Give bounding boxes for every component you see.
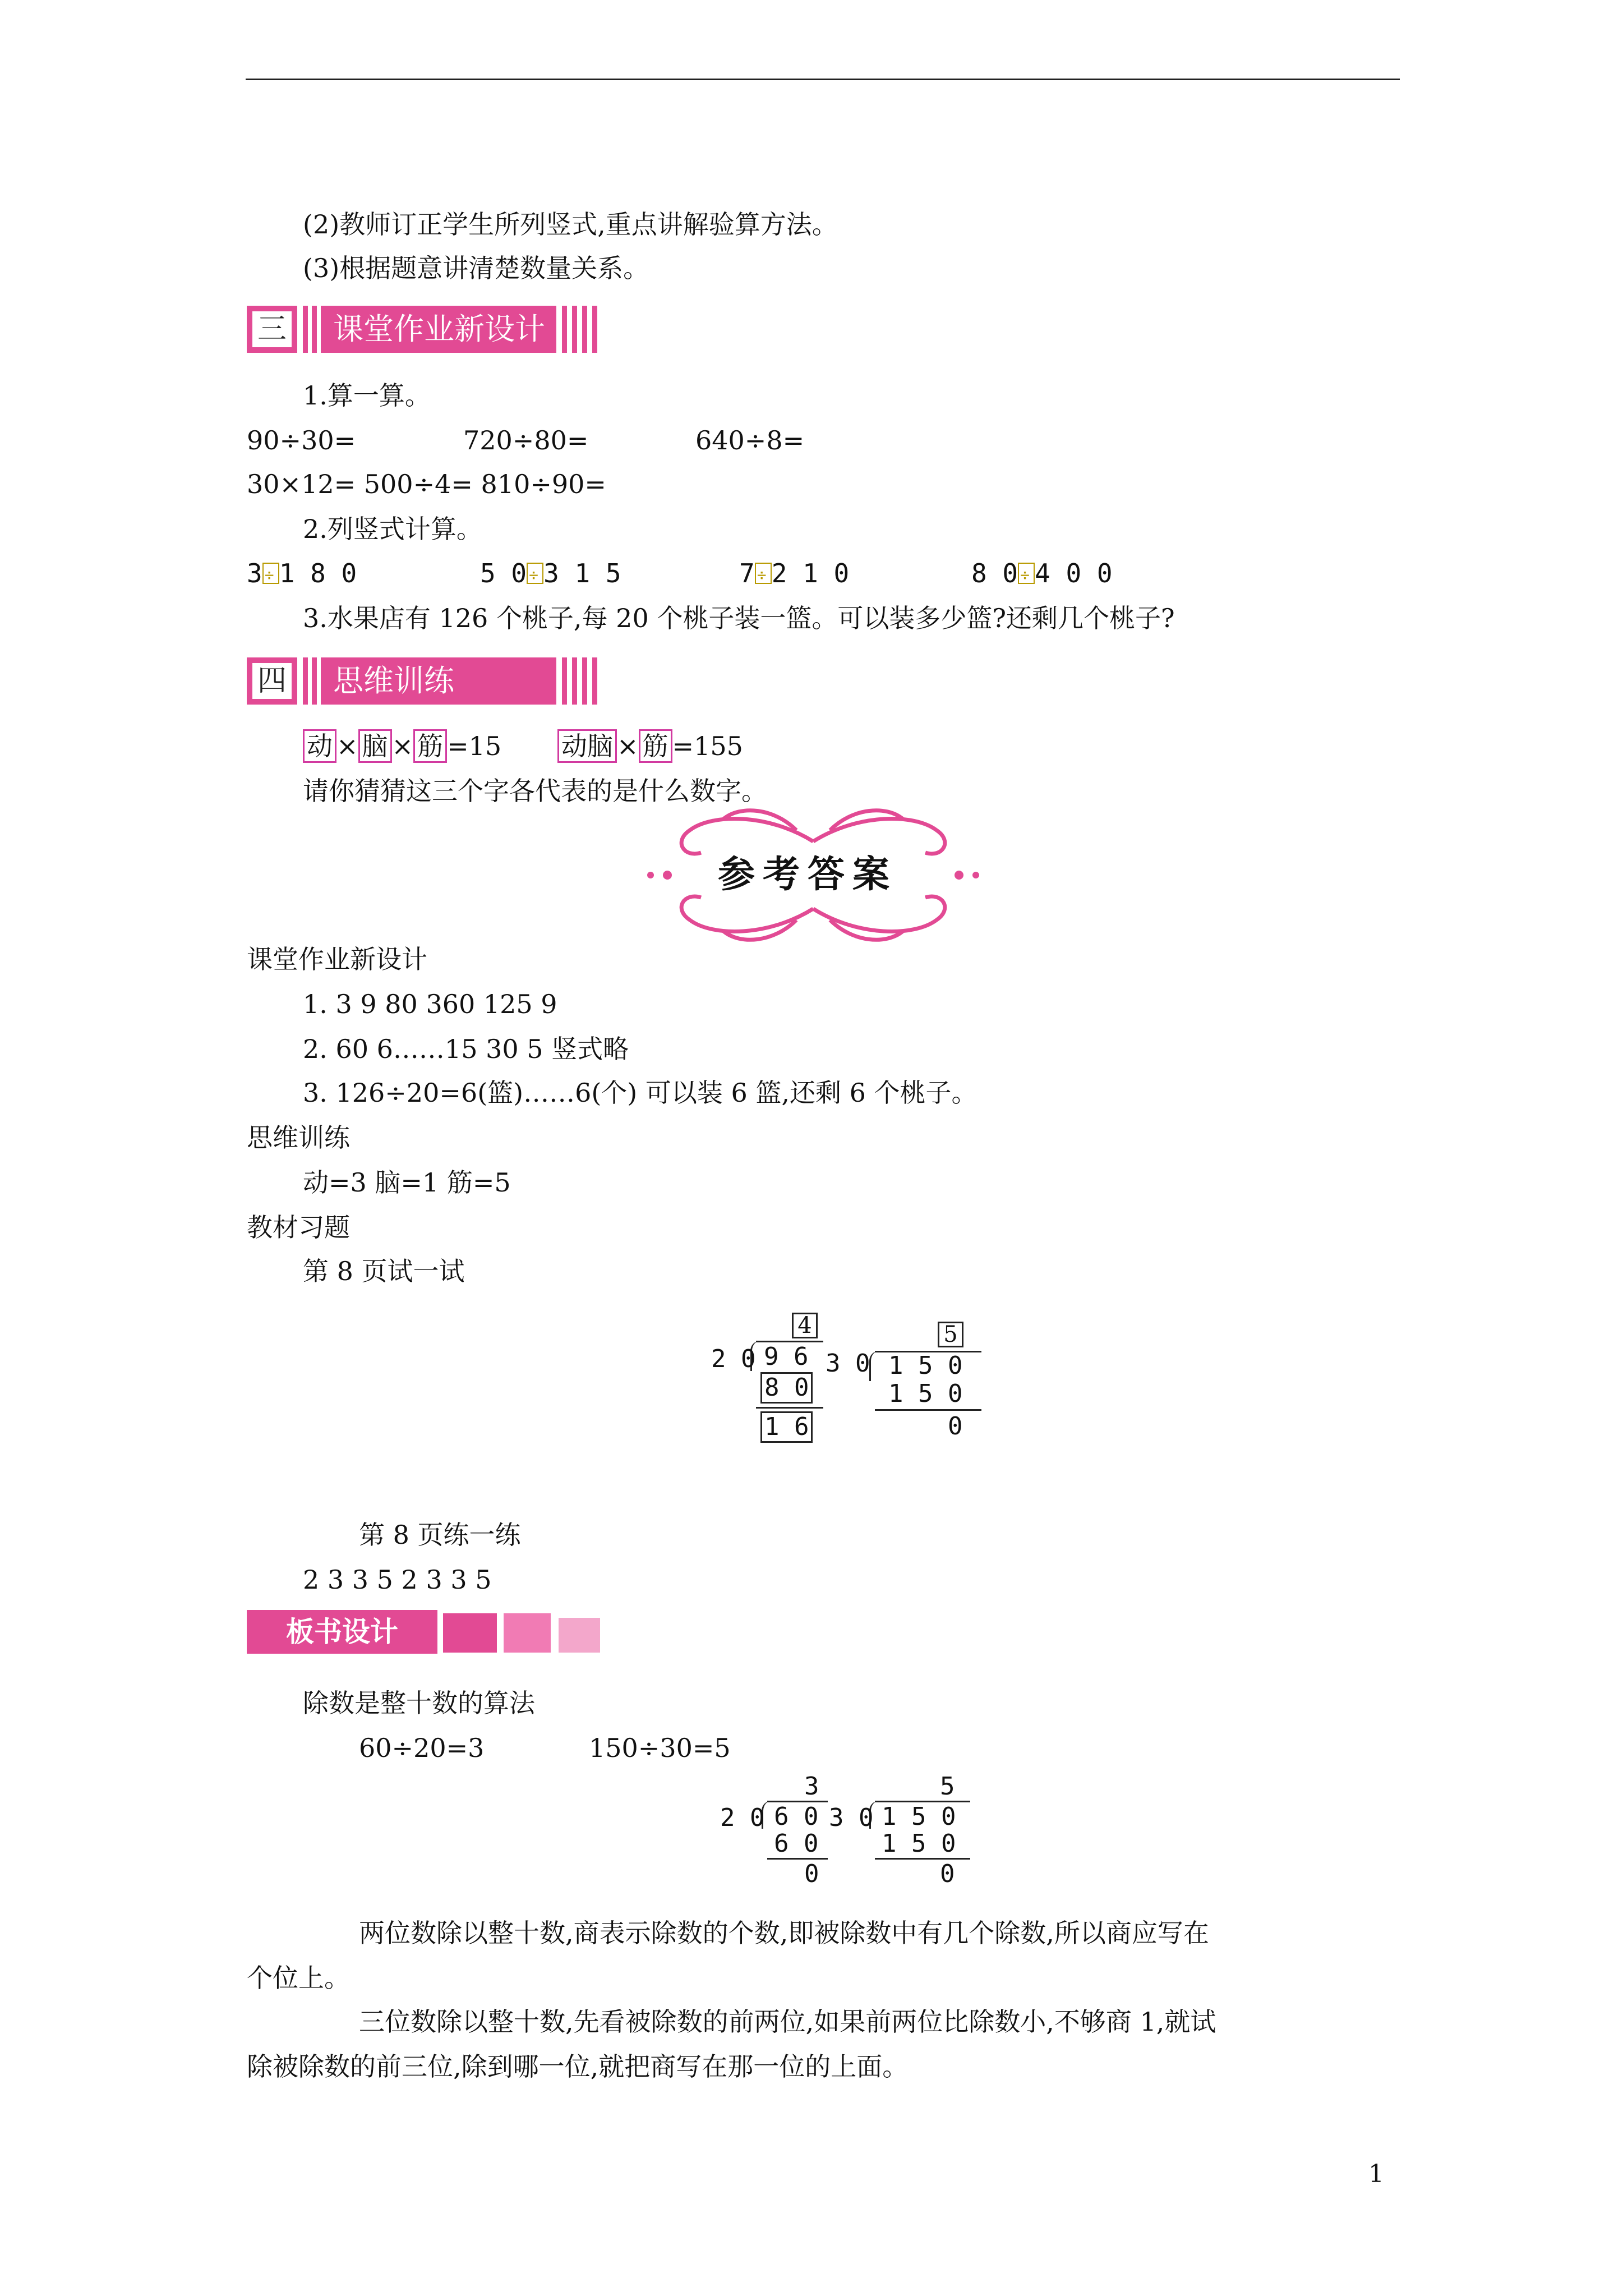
q2-problem-2: 5 0÷ 3 1 5 <box>480 556 621 590</box>
answer-1: 1. 3 9 80 360 125 9 <box>303 989 557 1019</box>
q3-text: 3.水果店有 126 个桃子,每 20 个桃子装一篮。可以装多少篮?还剩几个桃子? <box>303 603 1175 633</box>
section-title: 思维训练 <box>333 663 454 698</box>
q2-problem-1: 3÷ 1 8 0 <box>247 556 357 590</box>
q1-row-2: 30×12= 500÷4= 810÷90= <box>247 469 606 499</box>
section-banner-homework <box>247 306 617 353</box>
decor-square-1 <box>443 1613 497 1653</box>
board-eq-2: 150÷30=5 <box>589 1733 731 1763</box>
intro-line-1: (2)教师订正学生所列竖式,重点讲解验算方法。 <box>303 209 838 240</box>
board-para-1-line-1: 两位数除以整十数,商表示除数的个数,即被除数中有几个除数,所以商应写在 <box>359 1918 1209 1948</box>
page-number: 1 <box>1368 2160 1384 2188</box>
answer-2: 2. 60 6……15 30 5 竖式略 <box>303 1034 629 1064</box>
q2-problem-4: 8 0÷ 4 0 0 <box>971 556 1113 590</box>
section-banner-thinking <box>247 657 617 705</box>
board-heading: 除数是整十数的算法 <box>303 1688 535 1718</box>
answer-header: 参考答案 <box>718 852 897 896</box>
answer-p8-try: 第 8 页试一试 <box>303 1256 465 1286</box>
q2-problem-3: 7÷ 2 1 0 <box>739 556 849 590</box>
answer-heading-textbook: 教材习题 <box>247 1212 350 1243</box>
puzzle-equation-1: 动 × 脑 × 筋 =15 <box>303 729 501 763</box>
q1-title: 1.算一算。 <box>303 380 431 411</box>
board-design-banner <box>247 1610 437 1654</box>
board-para-2-line-1: 三位数除以整十数,先看被除数的前两位,如果前两位比除数小,不够商 1,就试 <box>359 2007 1216 2037</box>
q1-item-3: 640÷8= <box>695 425 805 455</box>
section-number-badge: 四 <box>252 663 292 699</box>
decor-square-3 <box>559 1618 600 1653</box>
header-rule <box>246 79 1400 80</box>
division-bracket-icon <box>527 563 543 584</box>
q1-item-1: 90÷30= <box>247 425 356 455</box>
puzzle-question: 请你猜猜这三个字各代表的是什么数字。 <box>303 776 767 806</box>
answer-4: 动=3 脑=1 筋=5 <box>303 1167 511 1198</box>
decor-square-2 <box>504 1613 551 1653</box>
board-eq-1: 60÷20=3 <box>359 1733 485 1763</box>
answer-3: 3. 126÷20=6(篮)……6(个) 可以装 6 篮,还剩 6 个桃子。 <box>303 1078 978 1108</box>
division-bracket-icon <box>755 563 772 584</box>
intro-line-2: (3)根据题意讲清楚数量关系。 <box>303 253 649 283</box>
puzzle-equation-2: 动脑 × 筋 =155 <box>557 729 743 763</box>
division-bracket-icon <box>1018 563 1035 584</box>
answer-heading-homework: 课堂作业新设计 <box>247 944 427 974</box>
section-title: 课堂作业新设计 <box>333 311 545 347</box>
board-para-2-line-2: 除被除数的前三位,除到哪一位,就把商写在那一位的上面。 <box>247 2051 909 2082</box>
q2-title: 2.列竖式计算。 <box>303 514 482 544</box>
q1-item-2: 720÷80= <box>463 425 589 455</box>
board-para-1-line-2: 个位上。 <box>247 1963 350 1993</box>
answer-p8-practice: 第 8 页练一练 <box>359 1520 521 1550</box>
board-design-title: 板书设计 <box>286 1616 398 1648</box>
answer-practice-values: 2 3 3 5 2 3 3 5 <box>303 1565 492 1595</box>
division-bracket-icon <box>262 563 279 584</box>
answer-heading-thinking: 思维训练 <box>247 1122 350 1153</box>
section-number-badge: 三 <box>252 311 292 347</box>
